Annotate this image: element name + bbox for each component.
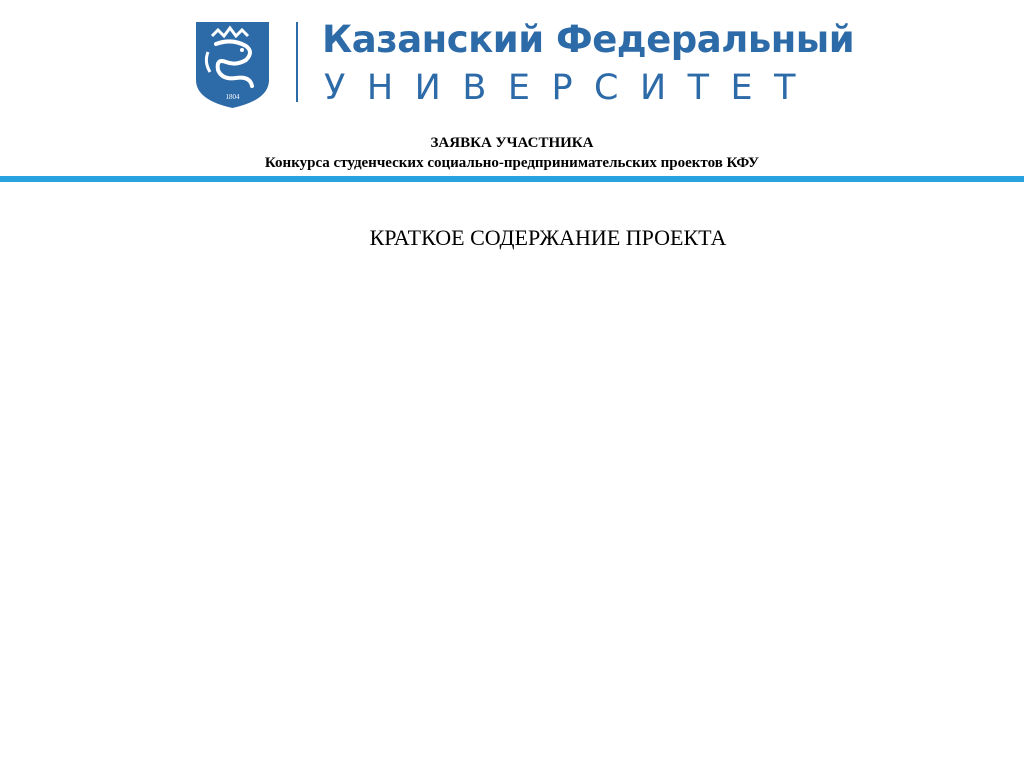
section-title: КРАТКОЕ СОДЕРЖАНИЕ ПРОЕКТА: [369, 225, 727, 250]
kfu-dragon-emblem-icon: [196, 22, 269, 108]
university-logo: [196, 22, 269, 108]
header-divider: [296, 22, 298, 102]
university-name-line1: Казанский Федеральный: [322, 18, 855, 61]
document-title: ЗАЯВКА УЧАСТНИКА: [430, 135, 594, 151]
document-subtitle: Конкурса студенческих социально-предпринимательских проектов КФУ: [264, 155, 760, 171]
accent-band: [0, 176, 1024, 182]
university-name-line2: УНИВЕРСИТЕТ: [324, 68, 818, 108]
logo-year: 1804: [225, 93, 240, 101]
